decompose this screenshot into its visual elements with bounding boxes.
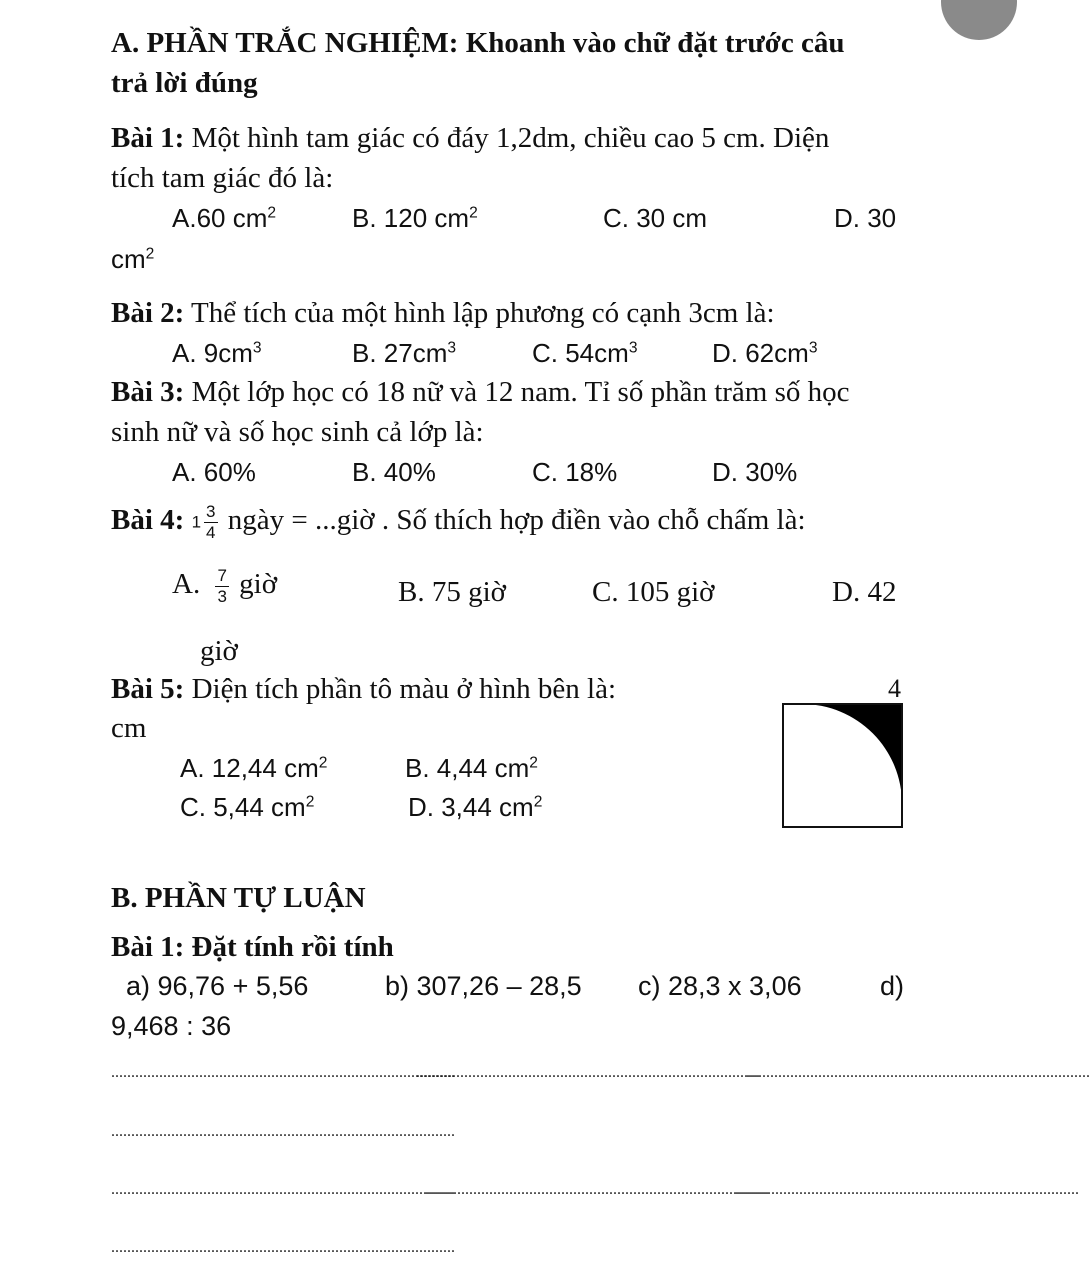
task-b: b) 307,26 – 28,5 bbox=[385, 971, 582, 1001]
section-b-task-label: Bài 1: Đặt tính rồi tính bbox=[111, 931, 394, 963]
q4-fraction: $\frac{3}{4}$ bbox=[206, 502, 216, 542]
task-d: d) bbox=[880, 971, 905, 1001]
q5-unit: cm bbox=[111, 712, 147, 744]
q5-figure bbox=[780, 700, 908, 830]
q3-label: Bài 3: bbox=[111, 376, 185, 408]
q1-option-b[interactable]: B. 120 $cm^2$ bbox=[352, 203, 478, 233]
answer-dots[interactable]: ...................................................................................... bbox=[111, 1181, 455, 1198]
section-a-title-line1: A. PHẦN TRẮC NGHIỆM: Khoanh vào chữ đặt trước câu bbox=[111, 27, 845, 59]
q4-label: Bài 4: bbox=[111, 504, 185, 536]
q1-label: Bài 1: bbox=[111, 122, 185, 154]
q1-option-c[interactable]: C. 30 cm bbox=[603, 203, 708, 233]
q5-option-a[interactable]: A. 12,44 $cm^2$ bbox=[180, 753, 328, 783]
q2-text: Thể tích của một hình lập phương có cạnh 3cm là: bbox=[184, 297, 775, 329]
q3-text-line1: Một lớp học có 18 nữ và 12 nam. Tỉ số phần trăm số học bbox=[184, 376, 850, 408]
q2-option-a[interactable]: A. $9cm^3$ bbox=[172, 338, 262, 368]
q2-option-b[interactable]: B. $27cm^3$ bbox=[352, 338, 457, 368]
q5-option-b[interactable]: B. 4,44 $cm^2$ bbox=[405, 753, 538, 783]
answer-dots[interactable]: ...................................................................................... bbox=[111, 1239, 455, 1256]
q1-option-d[interactable]: D. 30 bbox=[834, 203, 897, 233]
q1-line1 bbox=[111, 124, 829, 153]
q4-option-d[interactable]: D. 42 bbox=[832, 576, 897, 608]
q4-option-a[interactable]: A. $\frac{7}{3}$ giờ bbox=[172, 566, 278, 606]
q3-option-c[interactable]: C. 18% bbox=[532, 457, 618, 487]
shaded-region bbox=[802, 704, 902, 804]
section-a-title-line2: trả lời đúng bbox=[111, 67, 258, 99]
section-b-title: B. PHẦN TỰ LUẬN bbox=[111, 882, 366, 914]
q2-option-c[interactable]: C. $54cm^3$ bbox=[532, 338, 638, 368]
q5-text: Diện tích phần tô màu ở hình bên là: bbox=[184, 673, 617, 705]
q4-text: ngày = ...giờ . Số thích hợp điền vào chỗ chấm là: bbox=[220, 504, 806, 536]
q1-option-d-unit: $cm^2$ bbox=[111, 244, 155, 274]
q4-option-c[interactable]: C. 105 giờ bbox=[592, 576, 715, 608]
q5-option-c[interactable]: C. 5,44 $cm^2$ bbox=[180, 792, 315, 822]
task-a: a) 96,76 + 5,56 bbox=[126, 971, 309, 1001]
q1-text-line2: tích tam giác đó là: bbox=[111, 162, 334, 194]
answer-dots[interactable]: ...................................................................................... bbox=[746, 1064, 1090, 1081]
q1-option-a[interactable]: A.60 $cm^2$ bbox=[172, 203, 277, 233]
q5-line bbox=[111, 675, 616, 704]
q3-option-b[interactable]: B. 40% bbox=[352, 457, 436, 487]
q3-line1 bbox=[111, 378, 850, 407]
q4-option-b[interactable]: B. 75 giờ bbox=[398, 576, 506, 608]
q3-option-d[interactable]: D. 30% bbox=[712, 457, 798, 487]
answer-dots[interactable]: ...................................................................................... bbox=[111, 1123, 455, 1140]
q3-text-line2: sinh nữ và số học sinh cả lớp là: bbox=[111, 416, 484, 448]
q5-label: Bài 5: bbox=[111, 673, 185, 705]
q4-line bbox=[111, 500, 806, 542]
q2-option-d[interactable]: D. $62cm^3$ bbox=[712, 338, 818, 368]
corner-circle bbox=[941, 0, 1017, 40]
answer-dots[interactable]: ...................................................................................... bbox=[416, 1064, 760, 1081]
answer-dots[interactable]: ...................................................................................... bbox=[111, 1064, 455, 1081]
q5-side-value: 4 bbox=[888, 674, 901, 703]
answer-dots[interactable]: ...................................................................................... bbox=[735, 1181, 1079, 1198]
q2-line bbox=[111, 299, 775, 328]
task-c: c) 28,3 x 3,06 bbox=[638, 971, 802, 1001]
task-d-cont: 9,468 : 36 bbox=[111, 1011, 232, 1041]
q2-label: Bài 2: bbox=[111, 297, 185, 329]
q4-whole: 1 bbox=[191, 512, 202, 532]
q4-option-d-unit: giờ bbox=[200, 635, 238, 667]
q5-option-d[interactable]: D. 3,44 $cm^2$ bbox=[408, 792, 543, 822]
q3-option-a[interactable]: A. 60% bbox=[172, 457, 256, 487]
answer-dots[interactable]: ...................................................................................... bbox=[425, 1181, 769, 1198]
q1-text-line1: Một hình tam giác có đáy 1,2dm, chiều cao 5 cm. Diện bbox=[184, 122, 830, 154]
